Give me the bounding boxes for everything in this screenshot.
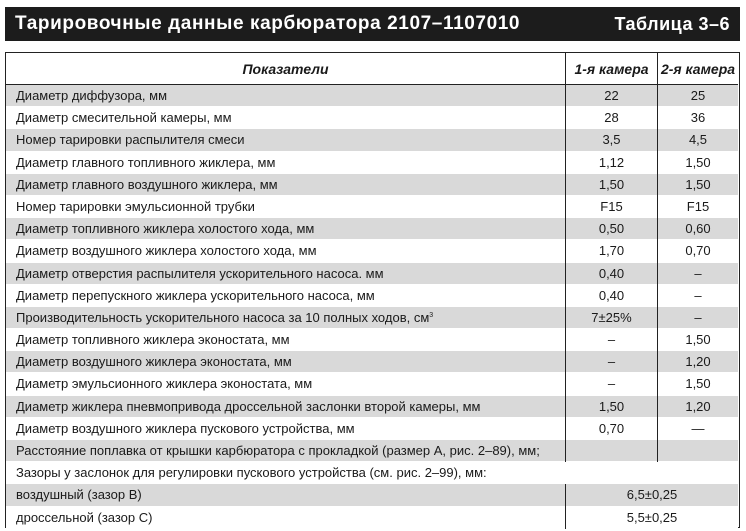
table-row xyxy=(6,307,738,329)
table-number: Таблица 3–6 xyxy=(614,14,730,34)
table-row xyxy=(6,418,738,440)
table-body xyxy=(6,85,738,529)
row-label: Диаметр топливного жиклера холостого хода, мм xyxy=(16,221,315,237)
header-chamber-1: 1-я камера xyxy=(565,53,657,85)
row-label: Расстояние поплавка от крышки карбюратора с прокладкой (размер А, рис. 2–89), мм; xyxy=(16,443,540,458)
row-value-chamber-2: 1,20 xyxy=(657,351,738,373)
row-label: Диаметр отверстия распылителя ускорительного насоса. мм xyxy=(16,265,384,281)
row-value-chamber-2: 36 xyxy=(657,107,738,129)
row-value-chamber-1: 1,12 xyxy=(565,152,657,174)
row-value-chamber-2: F15 xyxy=(657,196,738,218)
row-value-chamber-2 xyxy=(657,440,738,462)
row-value-chamber-2: 0,60 xyxy=(657,218,738,240)
table-row xyxy=(6,152,738,174)
row-value-chamber-2: 1,50 xyxy=(657,373,738,395)
row-value-chamber-1 xyxy=(565,440,657,462)
row-value-chamber-1: F15 xyxy=(565,196,657,218)
header-chamber-2: 2-я камера xyxy=(657,53,738,85)
row-label: Номер тарировки распылителя смеси xyxy=(16,132,245,148)
table-row-gaps-heading xyxy=(6,462,738,484)
table-row xyxy=(6,240,738,262)
row-value-chamber-2: – xyxy=(657,307,738,329)
superscript-3: 3 xyxy=(429,311,434,319)
calibration-table xyxy=(5,52,740,528)
table-row xyxy=(6,129,738,151)
air-gap-label: воздушный (зазор В) xyxy=(16,487,142,503)
row-value-chamber-1: 7±25% xyxy=(565,307,657,329)
row-value-chamber-2: 4,5 xyxy=(657,129,738,151)
row-value-chamber-1: 1,50 xyxy=(565,174,657,196)
gaps-heading: Зазоры у заслонок для регулировки пускового устройства (см. рис. 2–99), мм: xyxy=(16,465,487,481)
row-value-chamber-1: 28 xyxy=(565,107,657,129)
table-row xyxy=(6,396,738,418)
row-label: Диаметр перепускного жиклера ускорительного насоса, мм xyxy=(16,287,375,303)
row-label: Диаметр воздушного жиклера эконостата, мм xyxy=(16,354,292,370)
throttle-gap-label: дроссельной (зазор С) xyxy=(16,509,153,525)
row-value-chamber-1: 0,70 xyxy=(565,418,657,440)
table-row xyxy=(6,285,738,307)
table-row xyxy=(6,263,738,285)
row-label: Диаметр главного воздушного жиклера, мм xyxy=(16,176,278,192)
table-header xyxy=(6,53,738,85)
table-row xyxy=(6,218,738,240)
table-title: Тарировочные данные карбюратора 2107–1107010 xyxy=(15,13,521,34)
row-label xyxy=(16,307,561,329)
table-row xyxy=(6,440,738,462)
row-value-chamber-1: – xyxy=(565,373,657,395)
table-row xyxy=(6,329,738,351)
row-value-chamber-2: — xyxy=(657,418,738,440)
table-row xyxy=(6,174,738,196)
row-value-chamber-2: 1,50 xyxy=(657,152,738,174)
table-row xyxy=(6,85,738,107)
row-value-chamber-1: 3,5 xyxy=(565,129,657,151)
row-label: Номер тарировки эмульсионной трубки xyxy=(16,198,255,214)
table-row xyxy=(6,373,738,395)
row-label: Диаметр воздушного жиклера холостого хода, мм xyxy=(16,243,317,259)
row-value-chamber-1: 1,50 xyxy=(565,396,657,418)
row-label: Диаметр главного топливного жиклера, мм xyxy=(16,154,276,170)
row-value-chamber-2: 0,70 xyxy=(657,240,738,262)
row-value-chamber-2: 1,50 xyxy=(657,174,738,196)
row-value-chamber-2: 25 xyxy=(657,85,738,107)
row-value-chamber-1: – xyxy=(565,329,657,351)
table-row xyxy=(6,107,738,129)
throttle-gap-value: 5,5±0,25 xyxy=(565,507,738,529)
table-row-throttle-gap xyxy=(6,507,738,529)
row-label-text: Производительность ускорительного насоса за 10 полных ходов, см xyxy=(16,309,430,325)
row-value-chamber-1: 0,40 xyxy=(565,285,657,307)
row-label: Диаметр диффузора, мм xyxy=(16,88,168,103)
row-label: Диаметр воздушного жиклера пускового устройства, мм xyxy=(16,420,355,436)
table-row-air-gap xyxy=(6,484,738,506)
row-value-chamber-2: – xyxy=(657,263,738,285)
row-label: Диаметр топливного жиклера эконостата, мм xyxy=(16,332,290,348)
title-bar xyxy=(5,7,740,41)
row-label: Диаметр эмульсионного жиклера эконостата, мм xyxy=(16,376,313,392)
row-value-chamber-1: – xyxy=(565,351,657,373)
row-value-chamber-2: 1,50 xyxy=(657,329,738,351)
table-row xyxy=(6,351,738,373)
header-parameters: Показатели xyxy=(242,61,329,77)
row-value-chamber-2: – xyxy=(657,285,738,307)
air-gap-value: 6,5±0,25 xyxy=(565,484,738,506)
row-label: Диаметр жиклера пневмопривода дроссельной заслонки второй камеры, мм xyxy=(16,398,481,414)
row-label: Диаметр смесительной камеры, мм xyxy=(16,110,232,126)
row-value-chamber-1: 0,50 xyxy=(565,218,657,240)
row-value-chamber-1: 1,70 xyxy=(565,240,657,262)
row-value-chamber-1: 0,40 xyxy=(565,263,657,285)
row-value-chamber-2: 1,20 xyxy=(657,396,738,418)
table-row xyxy=(6,196,738,218)
row-value-chamber-1: 22 xyxy=(565,85,657,107)
